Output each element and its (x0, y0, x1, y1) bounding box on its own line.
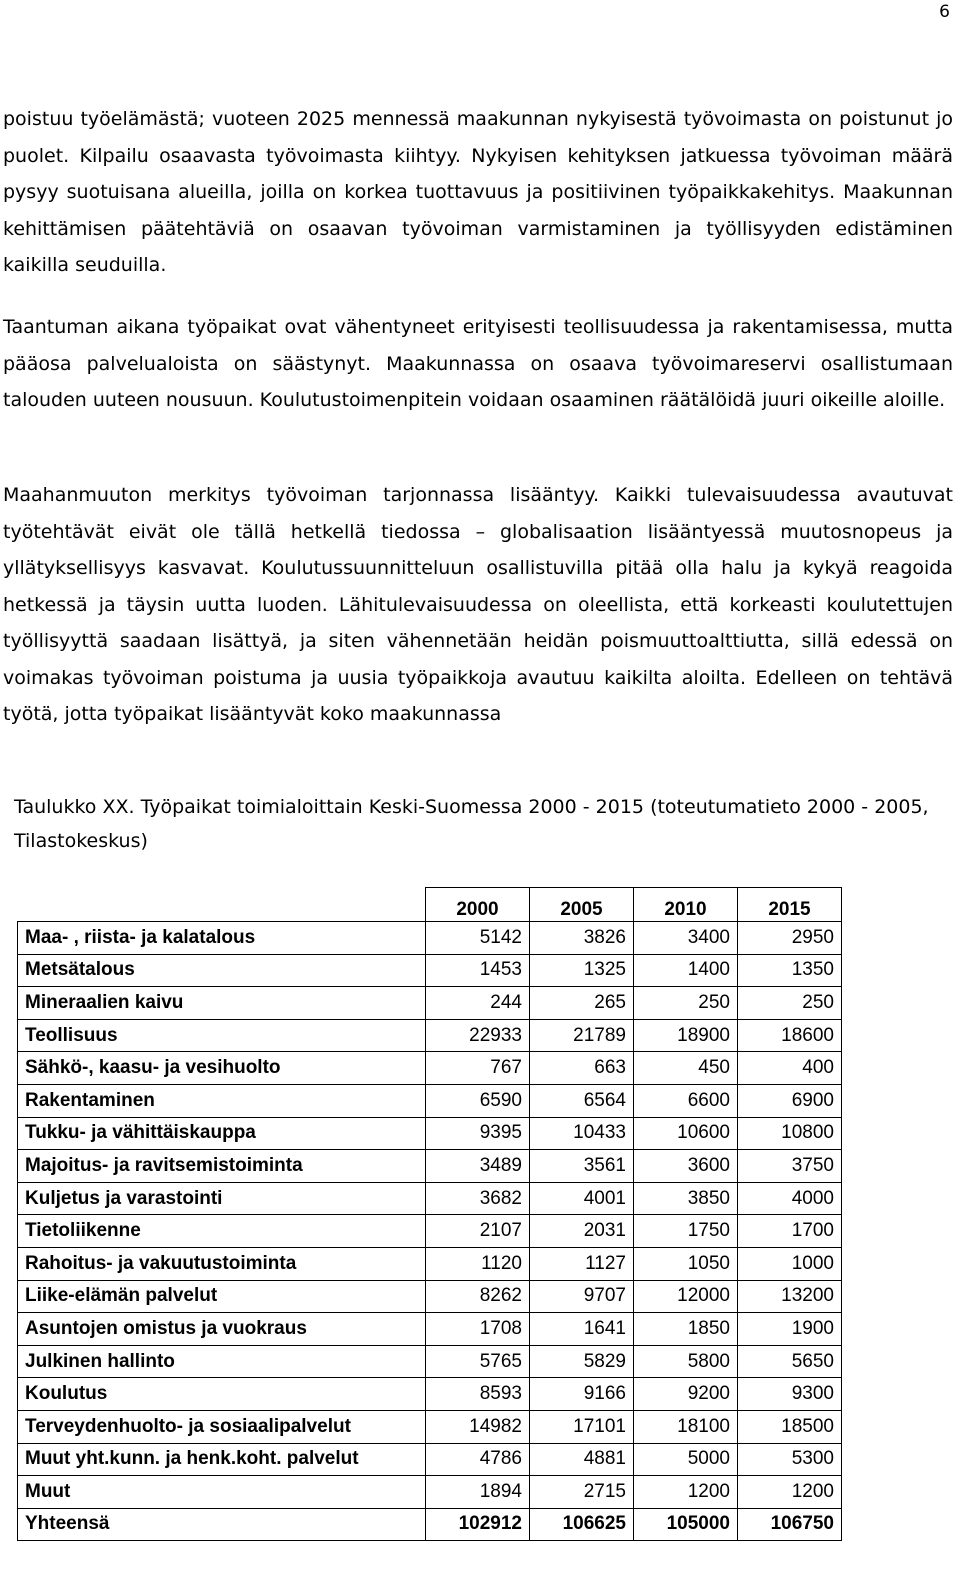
row-label: Rahoitus- ja vakuutustoiminta (18, 1247, 426, 1280)
row-value: 1400 (634, 954, 738, 987)
row-label: Maa- , riista- ja kalatalous (18, 922, 426, 955)
row-value: 5142 (426, 922, 530, 955)
row-value: 102912 (426, 1508, 530, 1541)
row-value: 18900 (634, 1019, 738, 1052)
row-value: 1641 (530, 1313, 634, 1346)
row-label: Metsätalous (18, 954, 426, 987)
row-value: 5300 (738, 1443, 842, 1476)
table-row (18, 1280, 842, 1313)
table-row (18, 1117, 842, 1150)
row-value: 9166 (530, 1378, 634, 1411)
row-value: 9395 (426, 1117, 530, 1150)
row-value: 1750 (634, 1215, 738, 1248)
row-value: 4881 (530, 1443, 634, 1476)
row-value: 6590 (426, 1084, 530, 1117)
table-total-row (18, 1508, 842, 1541)
row-value: 8593 (426, 1378, 530, 1411)
row-value: 767 (426, 1052, 530, 1085)
row-value: 10600 (634, 1117, 738, 1150)
table-row (18, 1410, 842, 1443)
table-row (18, 1378, 842, 1411)
column-header: 2010 (634, 888, 738, 922)
row-value: 106625 (530, 1508, 634, 1541)
row-value: 1000 (738, 1247, 842, 1280)
row-label: Rakentaminen (18, 1084, 426, 1117)
table-row (18, 1019, 842, 1052)
row-label: Yhteensä (18, 1508, 426, 1541)
row-value: 2107 (426, 1215, 530, 1248)
table-row (18, 954, 842, 987)
row-value: 265 (530, 987, 634, 1020)
row-value: 14982 (426, 1410, 530, 1443)
row-value: 17101 (530, 1410, 634, 1443)
row-label: Asuntojen omistus ja vuokraus (18, 1313, 426, 1346)
row-label: Kuljetus ja varastointi (18, 1182, 426, 1215)
row-value: 13200 (738, 1280, 842, 1313)
row-label: Koulutus (18, 1378, 426, 1411)
row-value: 3750 (738, 1150, 842, 1183)
table-row (18, 1084, 842, 1117)
row-value: 6900 (738, 1084, 842, 1117)
table-row (18, 1313, 842, 1346)
row-value: 18600 (738, 1019, 842, 1052)
table-header-blank (18, 888, 426, 922)
row-value: 1453 (426, 954, 530, 987)
row-value: 1200 (634, 1476, 738, 1509)
row-value: 5829 (530, 1345, 634, 1378)
table-row (18, 1476, 842, 1509)
row-value: 450 (634, 1052, 738, 1085)
row-value: 1127 (530, 1247, 634, 1280)
row-value: 9300 (738, 1378, 842, 1411)
table-row (18, 922, 842, 955)
row-value: 18100 (634, 1410, 738, 1443)
row-label: Liike-elämän palvelut (18, 1280, 426, 1313)
column-header: 2005 (530, 888, 634, 922)
table-row (18, 1215, 842, 1248)
row-label: Tukku- ja vähittäiskauppa (18, 1117, 426, 1150)
row-value: 106750 (738, 1508, 842, 1541)
row-label: Sähkö-, kaasu- ja vesihuolto (18, 1052, 426, 1085)
column-header: 2015 (738, 888, 842, 922)
row-label: Teollisuus (18, 1019, 426, 1052)
row-value: 1200 (738, 1476, 842, 1509)
row-value: 9200 (634, 1378, 738, 1411)
row-value: 21789 (530, 1019, 634, 1052)
row-value: 1894 (426, 1476, 530, 1509)
row-label: Majoitus- ja ravitsemistoiminta (18, 1150, 426, 1183)
row-value: 5000 (634, 1443, 738, 1476)
row-value: 663 (530, 1052, 634, 1085)
row-value: 1325 (530, 954, 634, 987)
paragraph-1: poistuu työelämästä; vuoteen 2025 mennessä maakunnan nykyisestä työvoimasta on poistunut jo puolet. Kilpailu osaavasta työvoimasta kiihtyy. Nykyisen kehityksen jatkuessa työvoiman määrä pysyy suotuisana alueilla, joilla on korkea tuottavuus ja positiivinen työpaikkakehitys. Maakunnan kehittämisen päätehtäviä on osaavan työvoiman varmistaminen ja työllisyyden edistäminen kaikilla seuduilla. (3, 108, 953, 276)
row-value: 2715 (530, 1476, 634, 1509)
table-row (18, 1052, 842, 1085)
row-value: 5800 (634, 1345, 738, 1378)
row-value: 1850 (634, 1313, 738, 1346)
row-value: 3826 (530, 922, 634, 955)
row-value: 9707 (530, 1280, 634, 1313)
row-value: 1700 (738, 1215, 842, 1248)
table-row (18, 1150, 842, 1183)
row-label: Julkinen hallinto (18, 1345, 426, 1378)
row-label: Terveydenhuolto- ja sosiaalipalvelut (18, 1410, 426, 1443)
row-value: 6600 (634, 1084, 738, 1117)
row-value: 10800 (738, 1117, 842, 1150)
row-value: 105000 (634, 1508, 738, 1541)
row-value: 1120 (426, 1247, 530, 1280)
page-number: 6 (939, 2, 950, 22)
row-value: 6564 (530, 1084, 634, 1117)
row-value: 22933 (426, 1019, 530, 1052)
table-row (18, 987, 842, 1020)
row-value: 250 (738, 987, 842, 1020)
paragraph-2: Taantuman aikana työpaikat ovat vähentyneet erityisesti teollisuudessa ja rakentamisessa, mutta pääosa palvelualoista on säästynyt. Maakunnassa on osaava työvoimareservi osallistumaan talouden uuteen nousuun. Koulutustoimenpitein voidaan osaaminen räätälöidä juuri oikeille aloille. (3, 316, 953, 411)
row-value: 2031 (530, 1215, 634, 1248)
row-value: 4786 (426, 1443, 530, 1476)
row-value: 8262 (426, 1280, 530, 1313)
row-label: Mineraalien kaivu (18, 987, 426, 1020)
row-value: 244 (426, 987, 530, 1020)
table-row (18, 1182, 842, 1215)
row-value: 1708 (426, 1313, 530, 1346)
row-value: 4000 (738, 1182, 842, 1215)
paragraph-3: Maahanmuuton merkitys työvoiman tarjonnassa lisääntyy. Kaikki tulevaisuudessa avautuvat työtehtävät eivät ole tällä hetkellä tiedossa – globalisaation lisääntyessä muutosnopeus ja yllätyksellisyys kasvavat. Koulutussuunnitteluun osallistuvilla pitää olla halu ja kykyä reagoida hetkessä ja täysin uutta luoden. Lähitulevaisuudessa on oleellista, että korkeasti koulutettujen työllisyyttä saadaan lisättyä, ja siten vähennetään heidän poismuuttoalttiutta, sillä edessä on voimakas työvoiman poistuma ja uusia työpaikkoja avautuu kaikilta aloilta. Edelleen on tehtävä työtä, jotta työpaikat lisääntyvät koko maakunnassa (3, 484, 953, 725)
row-value: 12000 (634, 1280, 738, 1313)
table-body (18, 922, 842, 1541)
row-label: Muut (18, 1476, 426, 1509)
row-value: 3489 (426, 1150, 530, 1183)
row-value: 3682 (426, 1182, 530, 1215)
row-value: 1350 (738, 954, 842, 987)
table-row (18, 1443, 842, 1476)
column-header: 2000 (426, 888, 530, 922)
row-value: 250 (634, 987, 738, 1020)
table-caption: Taulukko XX. Työpaikat toimialoittain Keski-Suomessa 2000 - 2015 (toteutumatieto 2000 - 2005, Tilastokeskus) (14, 796, 929, 852)
table-row (18, 1345, 842, 1378)
row-label: Muut yht.kunn. ja henk.koht. palvelut (18, 1443, 426, 1476)
table-row (18, 1247, 842, 1280)
row-value: 5765 (426, 1345, 530, 1378)
row-value: 1050 (634, 1247, 738, 1280)
row-value: 400 (738, 1052, 842, 1085)
row-value: 1900 (738, 1313, 842, 1346)
row-value: 3561 (530, 1150, 634, 1183)
table-header-row (18, 888, 842, 922)
row-value: 3400 (634, 922, 738, 955)
employment-table (17, 887, 842, 1541)
row-value: 3850 (634, 1182, 738, 1215)
row-value: 3600 (634, 1150, 738, 1183)
row-label: Tietoliikenne (18, 1215, 426, 1248)
row-value: 4001 (530, 1182, 634, 1215)
row-value: 10433 (530, 1117, 634, 1150)
row-value: 5650 (738, 1345, 842, 1378)
row-value: 18500 (738, 1410, 842, 1443)
row-value: 2950 (738, 922, 842, 955)
